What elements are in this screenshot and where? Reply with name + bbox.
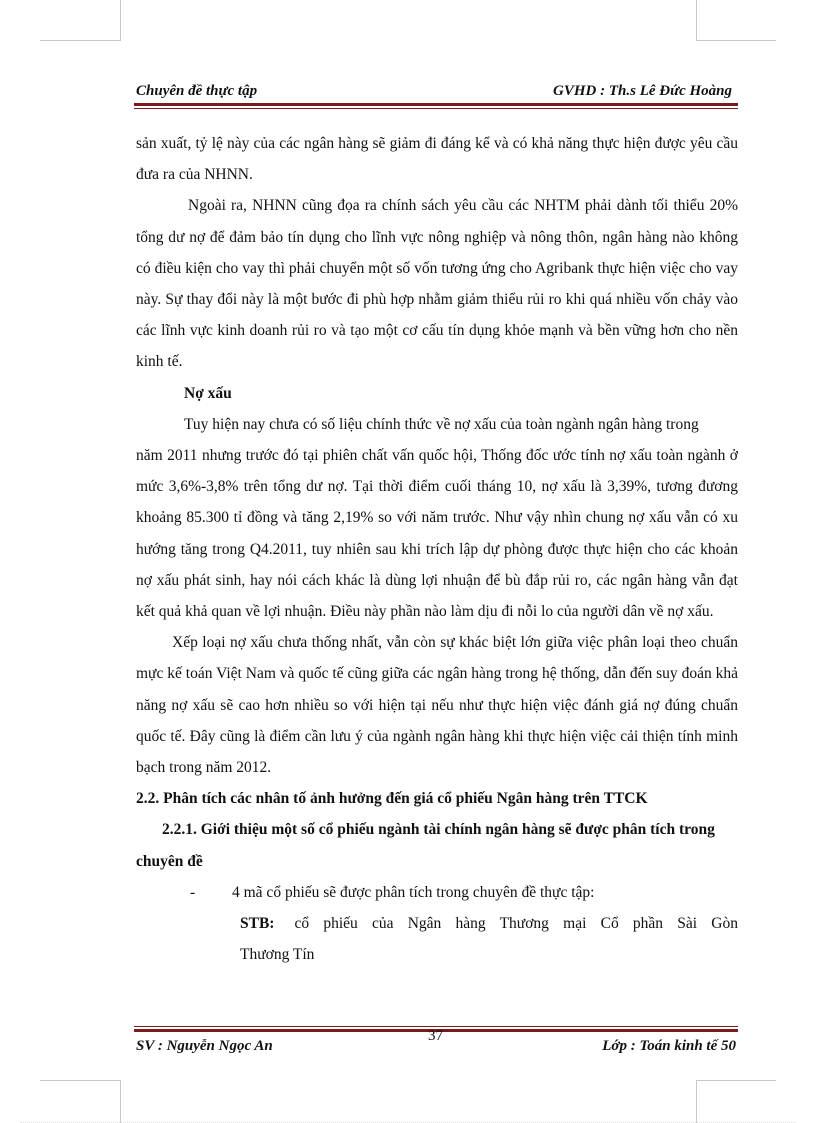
paragraph: Xếp loại nợ xấu chưa thống nhất, vẫn còn sự khác biệt lớn giữa việc phân loại theo chuẩn mực kế toán Việt Nam và quốc tế cũng giữa các ngân hàng trong hệ thống, dẫn đến suy đoán khả năng nợ xấu sẽ cao hơn nhiều so với hiện tại nếu như thực hiện việc đánh giá nợ đúng chuẩn quốc tế. Đây cũng là điểm cần lưu ý của ngành ngân hàng khi thực hiện việc cải thiện tính minh bạch trong năm 2012. bbox=[136, 634, 738, 777]
page-header bbox=[136, 81, 732, 103]
header-rule bbox=[134, 108, 738, 109]
paragraph: năm 2011 nhưng trước đó tại phiên chất vấn quốc hội, Thống đốc ước tính nợ xấu toàn ngành ở mức 3,6%-3,8% trên tổng dư nợ. Tại thời điểm cuối tháng 10, nợ xấu là 3,39%, tương đương khoảng 85.300 tỉ đồng và tăng 2,19% so với năm trước. Như vậy nhìn chung nợ xấu vẫn có xu hướng tăng trong Q4.2011, tuy nhiên sau khi trích lập dự phòng được thực hiện cho các khoản nợ xấu phát sinh, hay nói cách khác là dùng lợi nhuận để bù đắp rủi ro, các ngân hàng vẫn đạt kết quả khả quan về lợi nhuận. Điều này phần nào làm dịu đi nỗi lo của người dân về nợ xấu. bbox=[136, 447, 738, 621]
crop-mark bbox=[696, 1080, 697, 1123]
footer-rule bbox=[134, 1026, 738, 1027]
paragraph: Ngoài ra, NHNN cũng đọa ra chính sách yêu cầu các NHTM phải dành tối thiểu 20% tổng dư nợ để đảm bảo tín dụng cho lĩnh vực nông nghiệp và nông thôn, ngân hàng nào không có điều kiện cho vay thì phải chuyển một số vốn tương ứng cho Agribank thực hiện việc cho vay này. Sự thay đổi này là một bước đi phù hợp nhằm giảm thiểu rủi ro khi quá nhiều vốn chảy vào các lĩnh vực kinh doanh rủi ro và tạo một cơ cấu tín dụng khỏe mạnh và bền vững hơn cho nền kinh tế. bbox=[136, 197, 738, 371]
paragraph: sản xuất, tỷ lệ này của các ngân hàng sẽ giảm đi đáng kể và có khả năng thực hiện được yêu cầu đưa ra của NHNN. bbox=[136, 135, 738, 184]
page-number: 37 bbox=[428, 1028, 443, 1044]
header-advisor: GVHD : Th.s Lê Đức Hoàng bbox=[553, 83, 732, 99]
header-rule bbox=[134, 103, 738, 106]
crop-mark bbox=[40, 40, 120, 41]
footer-class: Lớp : Toán kinh tế 50 bbox=[602, 1038, 736, 1054]
crop-mark bbox=[696, 0, 697, 41]
section-heading: 2.2. Phân tích các nhân tố ảnh hưởng đến giá cổ phiếu Ngân hàng trên TTCK bbox=[136, 790, 648, 808]
header-title: Chuyên đề thực tập bbox=[136, 83, 258, 99]
page-footer bbox=[136, 1036, 736, 1060]
document-body bbox=[136, 128, 738, 970]
list-item-text: 4 mã cổ phiếu sẽ được phân tích trong chuyên đề thực tập: bbox=[232, 883, 595, 901]
stock-entry-stb bbox=[136, 908, 738, 939]
crop-mark bbox=[696, 40, 776, 41]
stock-description-cont: Thương Tín bbox=[240, 946, 315, 964]
stock-description: cổ phiếu của Ngân hàng Thương mại Cổ phần Sài Gòn bbox=[294, 915, 738, 933]
bullet-dash: - bbox=[190, 883, 196, 901]
crop-mark bbox=[120, 1080, 121, 1123]
list-item bbox=[136, 877, 738, 908]
subsection-heading: 2.2.1. Giới thiệu một số cổ phiếu ngành tài chính ngân hàng sẽ được phân tích trong chuyên đề bbox=[136, 821, 715, 870]
crop-mark bbox=[696, 1080, 776, 1081]
crop-mark bbox=[40, 1080, 120, 1081]
footer-student: SV : Nguyễn Ngọc An bbox=[136, 1038, 273, 1054]
paragraph: Tuy hiện nay chưa có số liệu chính thức về nợ xấu của toàn ngành ngân hàng trong bbox=[184, 415, 699, 433]
crop-mark bbox=[120, 0, 121, 41]
stock-code: STB: bbox=[240, 915, 275, 933]
subheading-no-xau: Nợ xấu bbox=[184, 384, 232, 402]
